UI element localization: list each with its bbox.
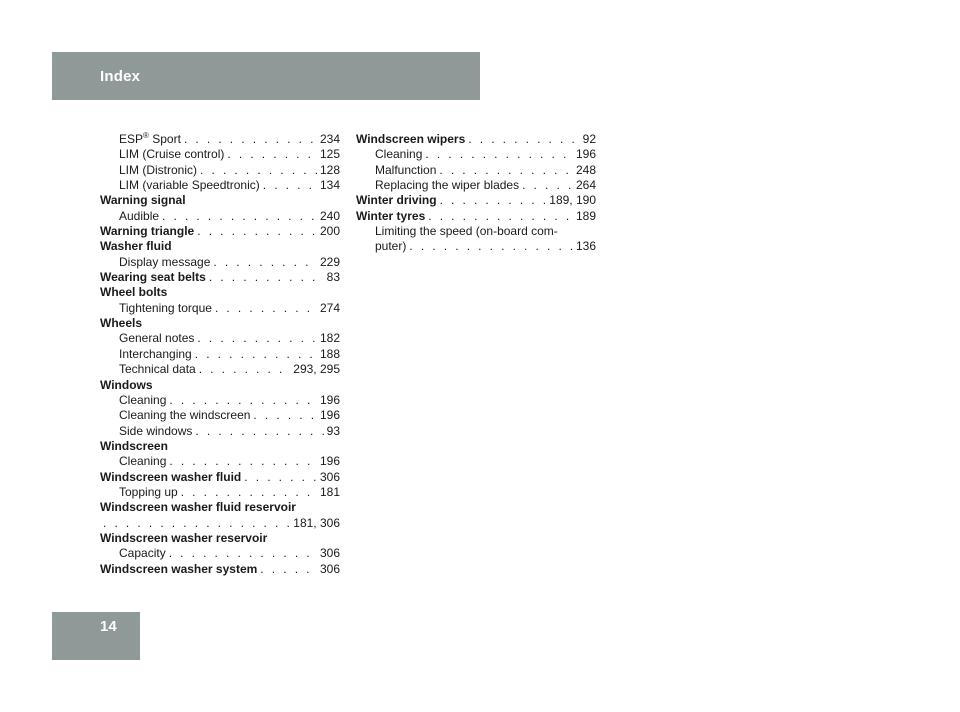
page-ref: 248: [575, 162, 596, 177]
dot-leader: [227, 147, 317, 162]
page-number: 14: [100, 618, 117, 635]
page-ref: 134: [319, 178, 340, 193]
index-heading: Washer fluid: [100, 239, 172, 254]
page-ref: 229: [319, 254, 340, 269]
index-subentry: [100, 209, 340, 224]
index-subentry-text: Limiting the speed (on-board com-: [375, 224, 558, 239]
index-subentry: [356, 239, 596, 254]
index-subentry: [100, 331, 340, 346]
dot-leader: [213, 255, 317, 270]
page-ref: 136: [575, 239, 596, 254]
index-entry: [100, 516, 340, 531]
page-ref: 196: [319, 392, 340, 407]
index-subentry: [100, 347, 340, 362]
dot-leader: [244, 470, 317, 485]
index-entry: [356, 193, 596, 208]
index-subentry: [100, 147, 340, 162]
page-ref: 293, 295: [293, 362, 340, 377]
index-entry: [356, 132, 596, 147]
page-ref: 306: [319, 469, 340, 484]
index-term: Display message: [119, 254, 211, 269]
dot-leader: [253, 408, 317, 423]
index-heading: Warning signal: [100, 193, 186, 208]
index-entry: [100, 224, 340, 239]
index-entry: [100, 270, 340, 285]
index-column-1: [100, 132, 340, 577]
index-entry: [100, 470, 340, 485]
dot-leader: [200, 163, 317, 178]
dot-leader: [195, 347, 317, 362]
page-ref: 196: [319, 408, 340, 423]
index-term: Tightening torque: [119, 300, 212, 315]
index-entry: [356, 209, 596, 224]
dot-leader: [468, 132, 579, 147]
index-subentry: [356, 178, 596, 193]
dot-leader: [103, 516, 290, 531]
index-term: LIM (Distronic): [119, 162, 198, 177]
dot-leader: [199, 362, 291, 377]
index-term: Capacity: [119, 546, 166, 561]
page-ref: 240: [319, 208, 340, 223]
index-heading: Windscreen washer reservoir: [100, 530, 268, 545]
dot-leader: [162, 209, 317, 224]
index-subentry: [100, 178, 340, 193]
dot-leader: [209, 270, 324, 285]
index-heading: Wheels: [100, 316, 143, 331]
index-term: Side windows: [119, 423, 193, 438]
page-ref: 128: [319, 162, 340, 177]
page-ref: 181: [319, 484, 340, 499]
page-ref: 189: [575, 208, 596, 223]
page-number-tab: [52, 612, 140, 660]
index-term: LIM (Cruise control): [119, 147, 225, 162]
index-subentry: [356, 147, 596, 162]
dot-leader: [169, 393, 317, 408]
index-subentry: [100, 424, 340, 439]
index-term: General notes: [119, 331, 195, 346]
page-ref: 92: [582, 132, 596, 146]
index-term: [119, 132, 181, 147]
index-entry: [100, 562, 340, 577]
index-term: Winter driving: [356, 193, 437, 208]
index-term: Cleaning: [119, 454, 167, 469]
index-heading: Windows: [100, 377, 153, 392]
page-title: Index: [100, 68, 141, 85]
page-ref: 125: [319, 147, 340, 162]
dot-leader: [197, 224, 317, 239]
page-ref: 306: [319, 546, 340, 561]
dot-leader: [169, 454, 317, 469]
index-term: Cleaning: [119, 392, 167, 407]
dot-leader: [425, 147, 573, 162]
index-term-text: Sport: [148, 132, 181, 146]
index-subentry: [356, 163, 596, 178]
index-term: Topping up: [119, 484, 178, 499]
index-term: Malfunction: [375, 162, 437, 177]
page-ref: 189, 190: [549, 193, 596, 208]
index-term: Cleaning the windscreen: [119, 408, 251, 423]
index-heading: Wheel bolts: [100, 285, 168, 300]
index-term: LIM (variable Speedtronic): [119, 178, 260, 193]
index-subentry: [100, 255, 340, 270]
page-ref: 93: [326, 423, 340, 438]
index-subentry: [100, 546, 340, 561]
dot-leader: [184, 132, 317, 147]
dot-leader: [260, 562, 317, 577]
dot-leader: [439, 163, 573, 178]
index-subentry: [100, 301, 340, 316]
index-subentry: [100, 132, 340, 147]
dot-leader: [263, 178, 317, 193]
page-ref: 306: [319, 561, 340, 576]
page-ref: 274: [319, 300, 340, 315]
index-heading: Windscreen: [100, 438, 168, 453]
index-subentry: [100, 408, 340, 423]
index-subentry: [100, 163, 340, 178]
page-ref: 200: [319, 224, 340, 239]
page-ref: 264: [575, 178, 596, 193]
index-subentry: [100, 393, 340, 408]
dot-leader: [169, 546, 317, 561]
page-ref: 83: [326, 270, 340, 285]
index-term: Cleaning: [375, 147, 423, 162]
index-subentry: [100, 454, 340, 469]
index-term: Replacing the wiper blades: [375, 178, 520, 193]
dot-leader: [197, 331, 317, 346]
dot-leader: [181, 485, 317, 500]
index-term-text: ESP: [119, 132, 144, 146]
index-term: Windscreen wipers: [356, 132, 466, 146]
dot-leader: [409, 239, 573, 254]
index-term: Interchanging: [119, 346, 192, 361]
index-subentry: [100, 485, 340, 500]
page-ref: 196: [319, 454, 340, 469]
page-ref: 182: [319, 331, 340, 346]
dot-leader: [440, 193, 547, 208]
page-ref: 188: [319, 346, 340, 361]
index-term: Windscreen washer system: [100, 561, 258, 576]
index-term: Wearing seat belts: [100, 270, 206, 285]
page-ref: 181, 306: [293, 515, 340, 530]
dot-leader: [522, 178, 573, 193]
index-term: Technical data: [119, 362, 196, 377]
index-term: Winter tyres: [356, 208, 426, 223]
index-subentry: [100, 362, 340, 377]
dot-leader: [428, 209, 573, 224]
dot-leader: [215, 301, 317, 316]
page-ref: 234: [319, 132, 340, 146]
index-term: Warning triangle: [100, 224, 195, 239]
index-heading: Windscreen washer fluid reservoir: [100, 500, 296, 515]
index-column-2: [356, 132, 596, 255]
page-ref: 196: [575, 147, 596, 162]
index-term: puter): [375, 239, 407, 254]
index-term: Windscreen washer fluid: [100, 469, 242, 484]
registered-mark: ®: [143, 131, 149, 140]
dot-leader: [195, 424, 323, 439]
index-term: Audible: [119, 208, 160, 223]
